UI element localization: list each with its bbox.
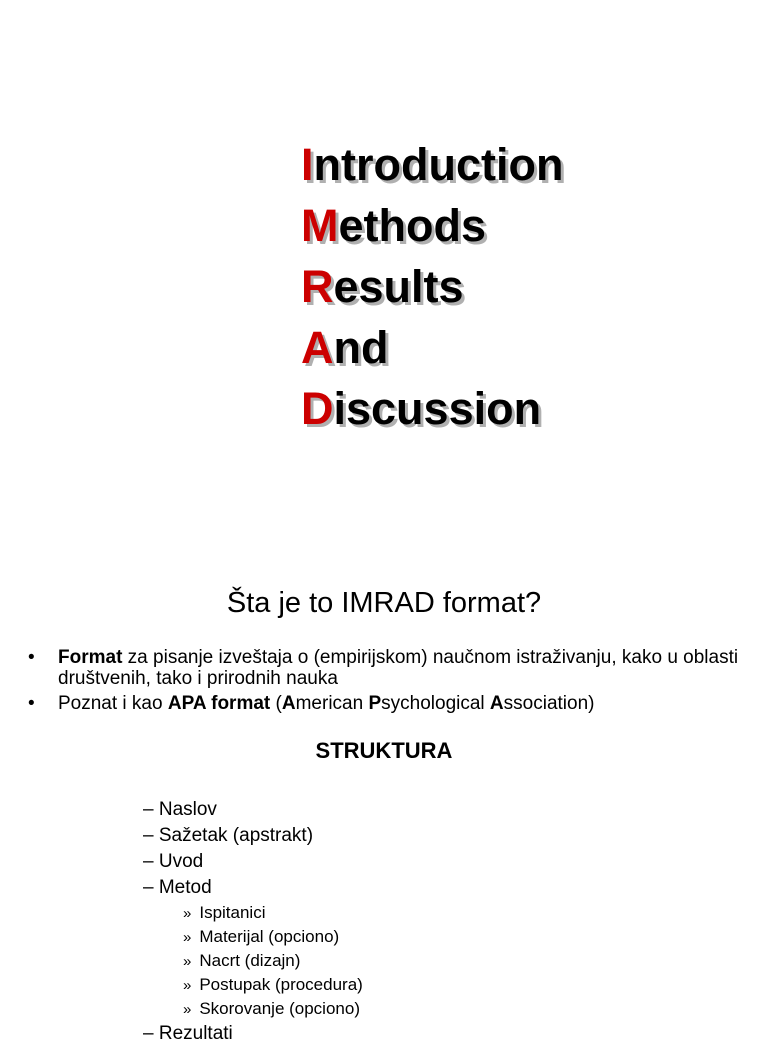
bold-run: A	[489, 693, 504, 714]
structure-suffix: (apstrakt)	[227, 825, 314, 846]
acronym-initial: M	[301, 200, 339, 251]
bold-run: P	[368, 693, 382, 714]
structure-label: Uvod	[158, 851, 204, 872]
structure-item	[143, 823, 363, 849]
text-run: izveštaja	[218, 647, 293, 668]
bullet-item-apa	[28, 693, 750, 714]
acronym-initial: D	[301, 383, 334, 434]
acronym-rest: nd	[333, 322, 389, 373]
text-run: za pisanje	[122, 647, 219, 668]
acronym-line-introduction	[301, 134, 563, 195]
bold-run: A	[281, 693, 296, 714]
sub-item-label: Postupak (procedura)	[199, 975, 363, 994]
acronym-initial: A	[301, 322, 334, 373]
acronym-rest: ethods	[338, 200, 487, 251]
bullet-text	[58, 647, 738, 689]
bold-run: Format	[58, 647, 123, 668]
bullet-marker: •	[28, 647, 35, 668]
sub-marker: »	[183, 929, 192, 946]
structure-label: Metod	[158, 877, 212, 898]
structure-list	[143, 797, 363, 1047]
structure-label: Sažetak	[158, 825, 228, 846]
acronym-line-discussion	[301, 378, 563, 439]
section-heading-struktura: STRUKTURA	[315, 738, 453, 763]
sub-marker: »	[183, 905, 192, 922]
sub-item-label: Nacrt (dizajn)	[199, 951, 301, 970]
acronym-line-methods	[301, 195, 563, 256]
text-run: društvenih	[58, 668, 146, 689]
acronym-initial: R	[301, 261, 334, 312]
sub-item-label: Materijal (opciono)	[199, 927, 340, 946]
structure-item	[143, 875, 363, 1021]
dash-marker: –	[143, 851, 154, 872]
text-run: merican	[295, 693, 369, 714]
sub-marker: »	[183, 1001, 192, 1018]
text-run: (	[270, 693, 282, 714]
sub-marker: »	[183, 953, 192, 970]
sub-marker: »	[183, 977, 192, 994]
structure-item	[143, 849, 363, 875]
text-run: Poznat i kao	[58, 693, 168, 714]
structure-item	[143, 1021, 363, 1047]
dash-marker: –	[143, 877, 154, 898]
dash-marker: –	[143, 799, 154, 820]
structure-label: Rezultati	[158, 1023, 233, 1044]
method-sub-item	[183, 997, 363, 1021]
method-sub-item	[183, 925, 363, 949]
sub-item-label: Skorovanje (opciono)	[199, 999, 360, 1018]
text-run: naučnom istraživanju	[432, 647, 612, 668]
method-sub-item	[183, 949, 363, 973]
text-run: , kako u oblasti	[611, 647, 739, 668]
structure-item	[143, 797, 363, 823]
acronym-rest: iscussion	[333, 383, 542, 434]
text-run: sychological	[381, 693, 490, 714]
bullet-marker: •	[28, 693, 35, 714]
bold-run: APA format	[167, 693, 271, 714]
dash-marker: –	[143, 825, 154, 846]
dash-marker: –	[143, 1023, 154, 1044]
method-sub-item	[183, 901, 363, 925]
method-sub-item	[183, 973, 363, 997]
acronym-rest: esults	[333, 261, 464, 312]
bullet-list	[28, 647, 750, 718]
structure-label: Naslov	[158, 799, 217, 820]
text-run: ssociation)	[503, 693, 595, 714]
imrad-acronym	[301, 134, 563, 439]
acronym-line-results	[301, 256, 563, 317]
sub-item-label: Ispitanici	[199, 903, 266, 922]
bullet-text	[58, 693, 594, 714]
bullet-item-format	[28, 647, 750, 689]
method-sub-list	[143, 901, 363, 1021]
acronym-line-and	[301, 317, 563, 378]
acronym-initial: I	[301, 139, 314, 190]
text-run: o (empirijskom)	[292, 647, 433, 668]
slide-title: Šta je to IMRAD format?	[226, 587, 542, 619]
text-run: , tako i prirodnih nauka	[145, 668, 338, 689]
acronym-rest: ntroduction	[313, 139, 564, 190]
